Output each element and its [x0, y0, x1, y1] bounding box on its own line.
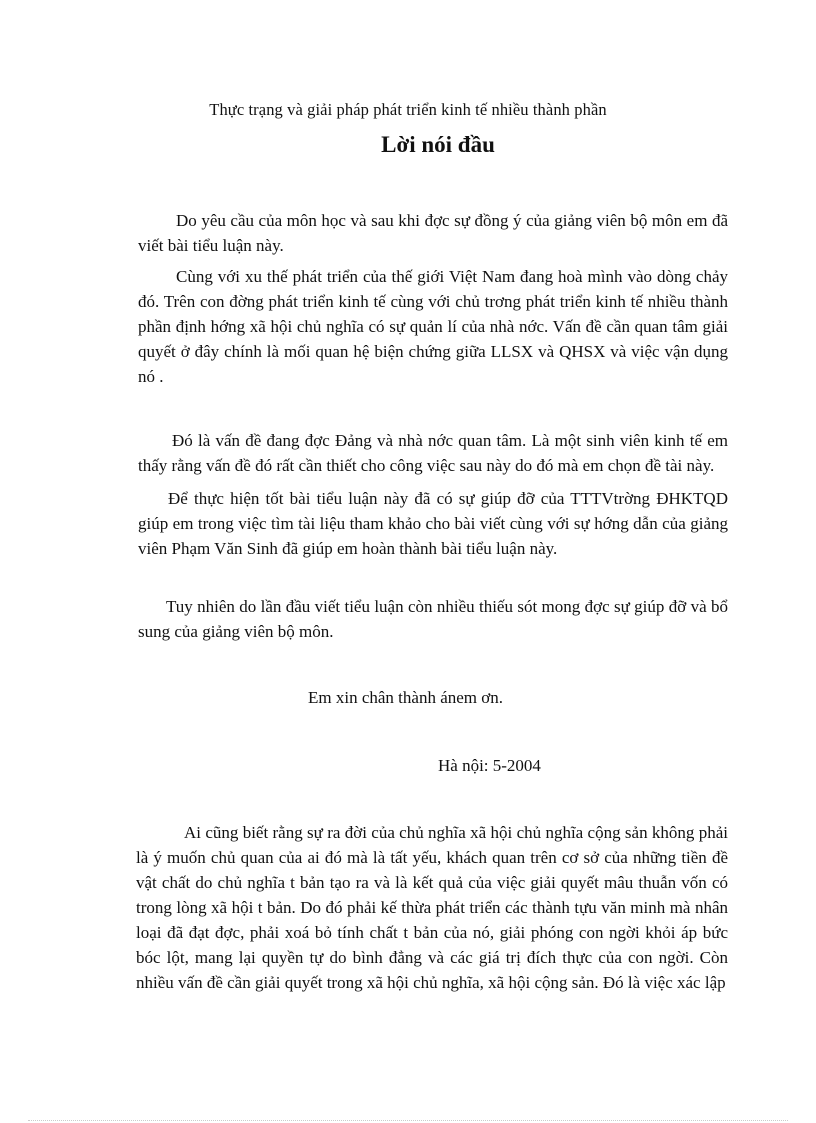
paragraph-4: Để thực hiện tốt bài tiểu luận này đã có sự giúp đỡ của TTTVtrờng ĐHKTQD giúp em trong việc tìm tài liệu tham khảo cho bài viết cùng với sự hớng dẫn của giảng viên Phạm Văn Sinh đã giúp em hoàn thành bài tiểu luận này. — [138, 489, 728, 558]
document-title: Lời nói đầu — [381, 132, 495, 157]
date-line: Hà nội: 5-2004 — [438, 756, 541, 775]
page-bottom-rule — [28, 1120, 788, 1121]
body-paragraph: Ai cũng biết rằng sự ra đời của chủ nghĩa xã hội chủ nghĩa cộng sản không phải là ý muốn chủ quan của ai đó mà là tất yếu, khách quan trên cơ sở của những tiền đề vật chất do chủ nghĩa t bản tạo ra và là kết quả của việc giải quyết mâu thuẫn vốn có trong lòng xã hội t bản. Do đó phải kế thừa phát triển các thành tựu văn minh mà nhân loại đã đạt đợc, phải xoá bỏ tính chất t bản của nó, giải phóng con ngời khỏi áp bức bóc lột, mang lại quyền tự do bình đẳng và các giá trị đích thực của con ngời. Còn nhiều vấn đề cần giải quyết trong xã hội chủ nghĩa, xã hội cộng sản. Đó là việc xác lập — [136, 823, 728, 992]
running-header: Thực trạng và giải pháp phát triển kinh tế nhiều thành phần — [209, 100, 607, 119]
paragraph-3: Đó là vấn đề đang đợc Đảng và nhà nớc quan tâm. Là một sinh viên kinh tế em thấy rằng vấn đề đó rất cần thiết cho công việc sau này do đó mà em chọn đề tài này. — [138, 431, 728, 475]
paragraph-1: Do yêu cầu của môn học và sau khi đợc sự đồng ý của giảng viên bộ môn em đã viết bài tiểu luận này. — [138, 211, 728, 255]
paragraph-2: Cùng với xu thế phát triển của thế giới Việt Nam đang hoà mình vào dòng chảy đó. Trên con đờng phát triển kinh tế cùng với chủ trơng phát triển kinh tế nhiều thành phần định hớng xã hội chủ nghĩa có sự quản lí của nhà nớc. Vấn đề cần quan tâm giải quyết ở đây chính là mối quan hệ biện chứng giữa LLSX và QHSX và việc vận dụng nó . — [138, 267, 728, 386]
paragraph-5: Tuy nhiên do lần đầu viết tiểu luận còn nhiều thiếu sót mong đợc sự giúp đỡ và bổ sung của giảng viên bộ môn. — [138, 597, 728, 641]
thanks-line: Em xin chân thành ánem ơn. — [308, 688, 503, 707]
